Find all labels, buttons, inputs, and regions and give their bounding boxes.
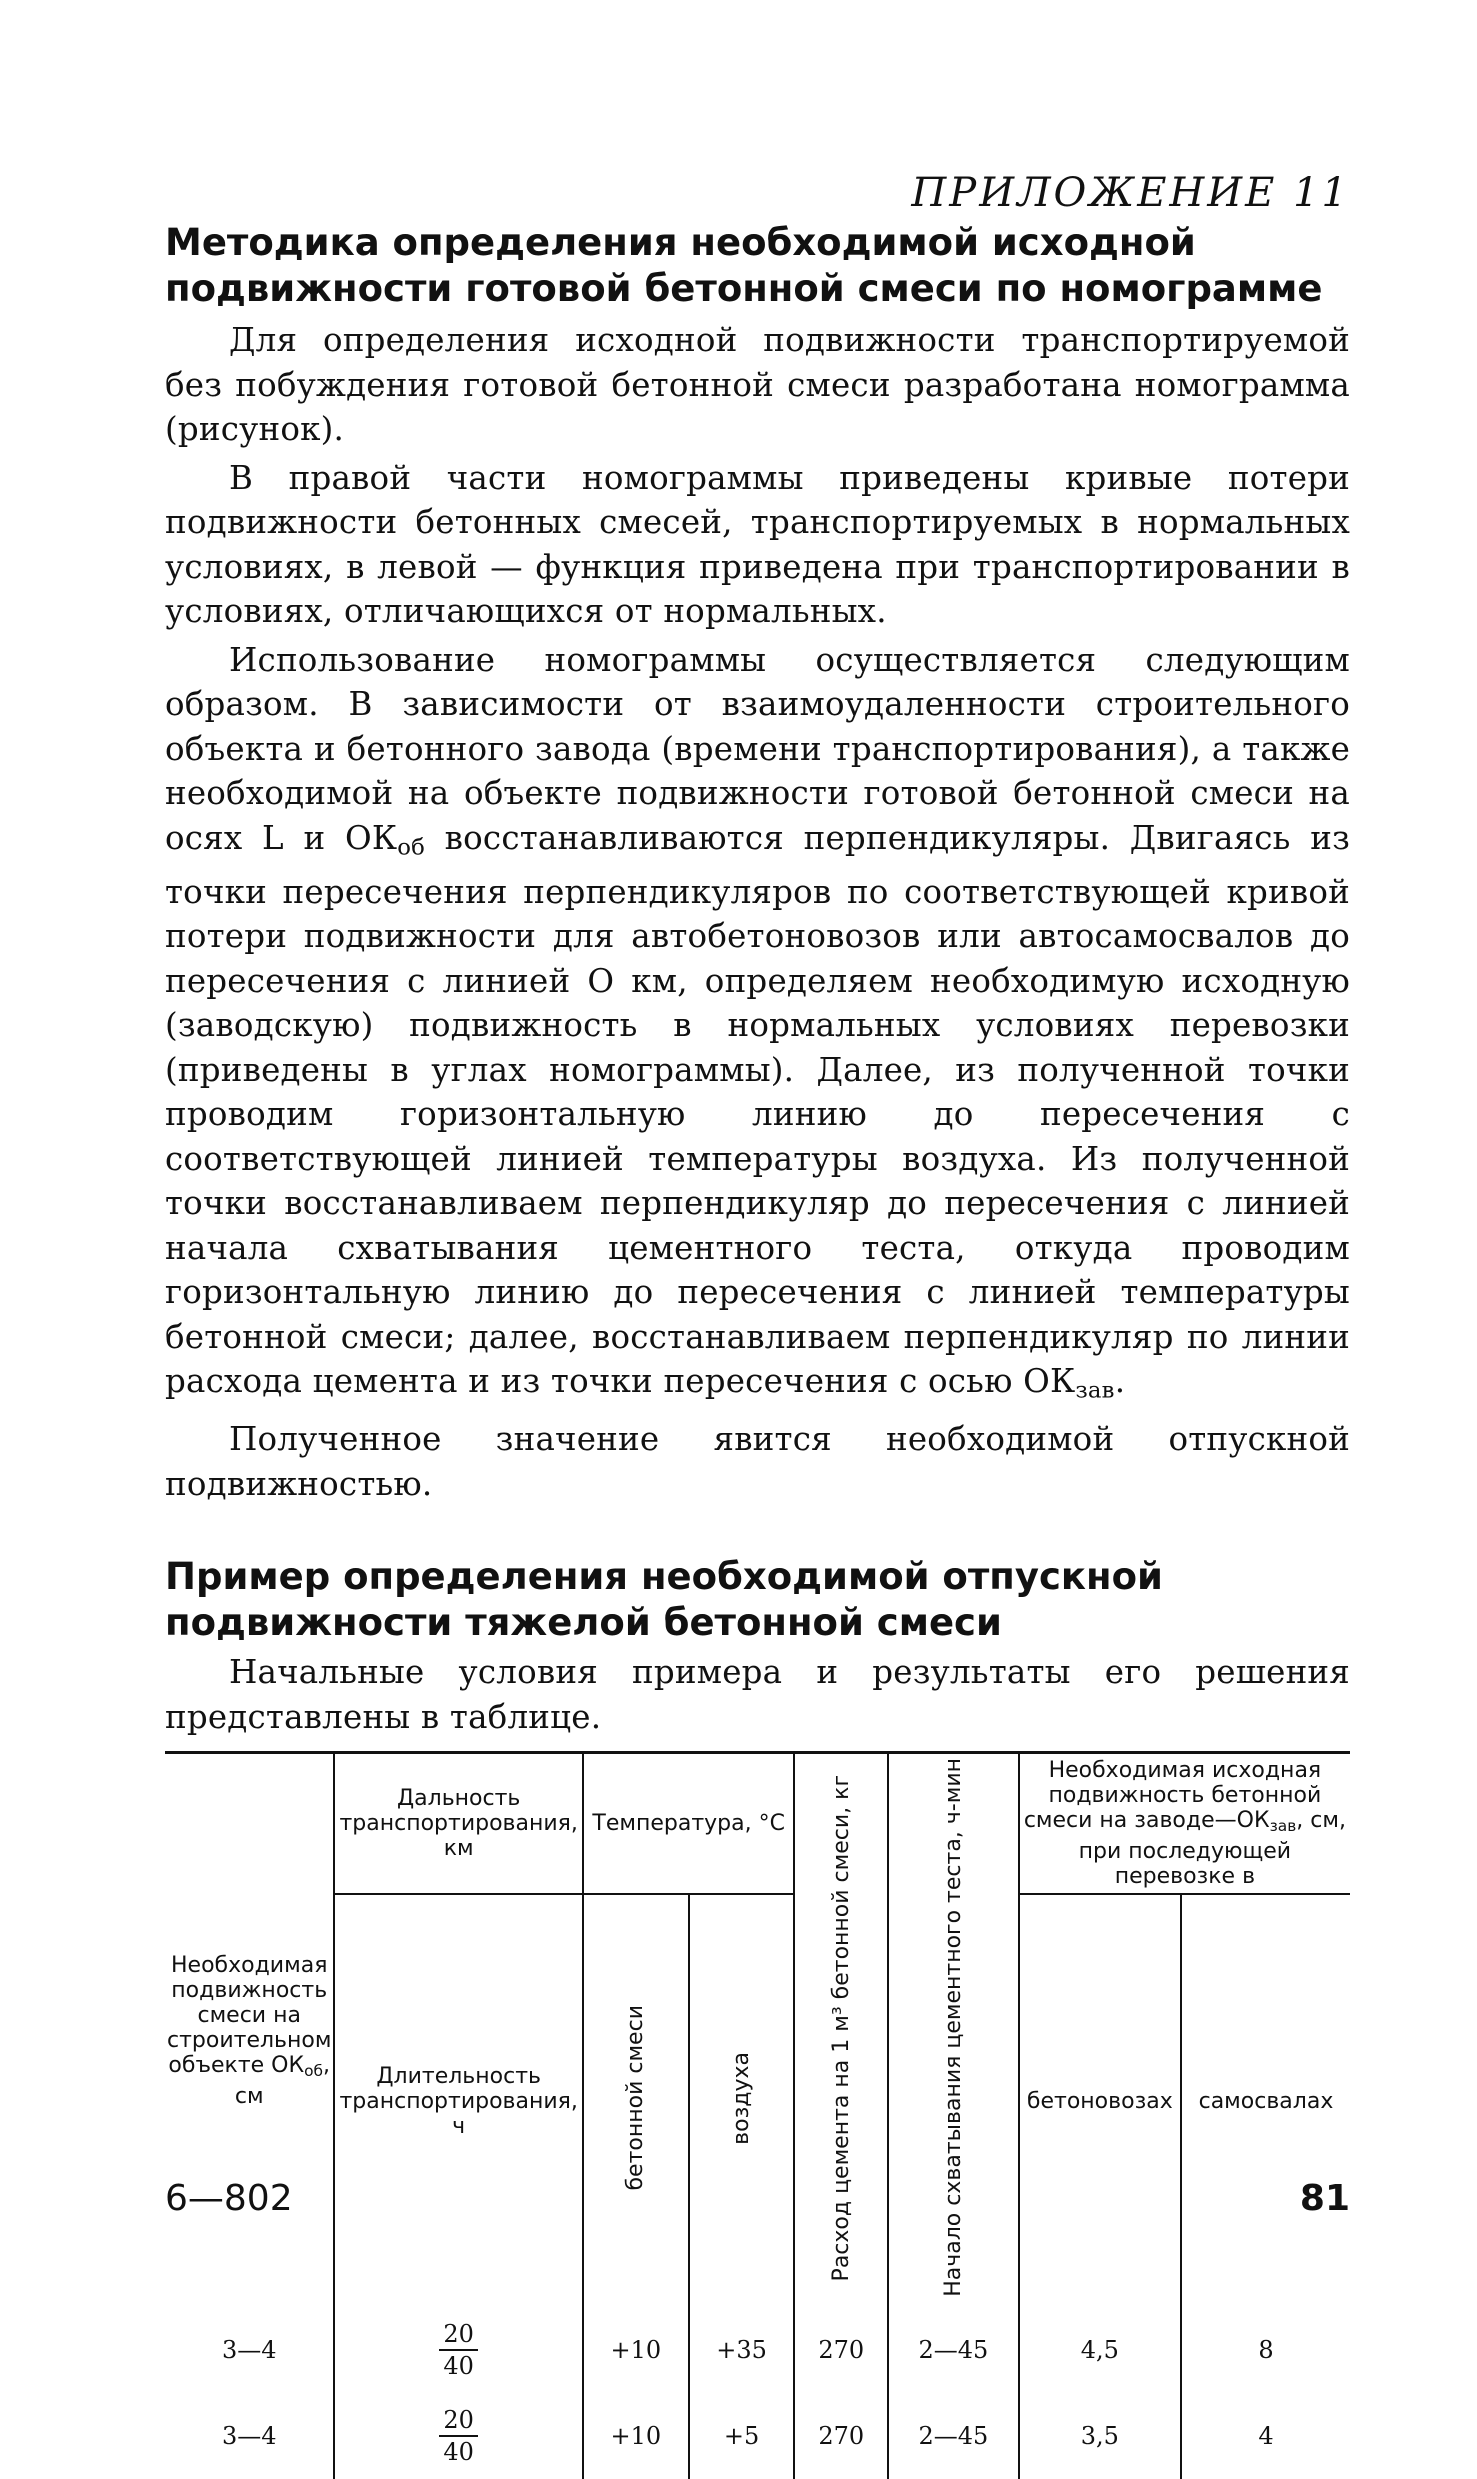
section1-title-line2: подвижности готовой бетонной смеси по номограмме <box>165 267 1323 310</box>
footer-code: 6—802 <box>165 2178 293 2219</box>
cell-temp-mix: +10 <box>583 2307 689 2393</box>
cell-temp-mix: +10 <box>583 2393 689 2479</box>
cell-dump-trucks: 8 <box>1181 2307 1350 2393</box>
cell-concrete-trucks: 3,5 <box>1019 2393 1181 2479</box>
cell-temp-air: +35 <box>689 2307 795 2393</box>
section2-intro: Начальные условия примера и результаты его решения представлены в таблице. <box>165 1653 1350 1736</box>
cell-dump-trucks: 4 <box>1181 2393 1350 2479</box>
paragraph-4: Полученное значение явится необходимой отпускной подвижностью. <box>165 1420 1350 1503</box>
paragraph-3-part-a: Использование номограммы осуществляется следующим образом. В зависимости от взаимоудаленности строительного объекта и бетонного завода (времени транспортирования), а также необходимой на объекте подвижности готовой бетонной смеси на осях L и ОК <box>165 640 1350 857</box>
paragraph-3-sub-zav: зав <box>1075 1377 1115 1404</box>
paragraph-2: В правой части номограммы приведены кривые потери подвижности бетонных смесей, транспортируемых в нормальных условиях, в левой — функция приведена при транспортировании в условиях, отличающихся от нормальных. <box>165 458 1350 630</box>
section1-title <box>165 220 1350 312</box>
header-temperature: Температура, °С <box>583 1753 795 1894</box>
table-row <box>165 2393 1350 2479</box>
paragraph-3 <box>165 638 1350 1414</box>
table-row <box>165 2307 1350 2393</box>
section2-title-line1: Пример определения необходимой отпускной <box>165 1555 1163 1599</box>
section2-title-line2: подвижности тяжелой бетонной смеси <box>165 1601 1002 1645</box>
cell-distance-time: $\frac{20}{40}$ <box>334 2307 582 2393</box>
paragraph-3-part-c: . <box>1114 1362 1126 1401</box>
header-dump-trucks: самосвалах <box>1181 1894 1350 2307</box>
header-temp-mix: бетонной смеси <box>583 1894 689 2307</box>
header-distance: Дальность транспортирования, км <box>334 1753 582 1894</box>
paragraph-1: Для определения исходной подвижности транспортируемой без побуждения готовой бетонной смеси разработана номограмма (рисунок). <box>165 321 1350 448</box>
cell-setting: 2—45 <box>888 2307 1019 2393</box>
appendix-label: ПРИЛОЖЕНИЕ 11 <box>911 170 1350 216</box>
header-cement: Расход цемента на 1 м³ бетонной смеси, кг <box>794 1753 888 2307</box>
header-duration: Длительность транспортирования, ч <box>334 1894 582 2307</box>
example-table <box>165 1751 1350 2479</box>
cell-setting: 2—45 <box>888 2393 1019 2479</box>
header-factory-mobility: Необходимая исходная подвижность бетонной смеси на $заводе—ОК_{зав}$, см, при последующей перевозке в <box>1019 1753 1350 1894</box>
header-concrete-trucks: бетоновозах <box>1019 1894 1181 2307</box>
header-temp-air: воздуха <box>689 1894 795 2307</box>
section2-title <box>165 1554 1350 1646</box>
section1-title-line1: Методика определения необходимой исходной <box>165 221 1196 264</box>
cell-ok: 3—4 <box>165 2307 334 2393</box>
header-setting: Начало схватывания цементного теста, ч-мин <box>888 1753 1019 2307</box>
cell-cement: 270 <box>794 2393 888 2479</box>
page-content <box>165 170 1350 2479</box>
page-number: 81 <box>1299 2178 1350 2219</box>
paragraph-3-sub-ob: об <box>397 834 425 861</box>
cell-temp-air: +5 <box>689 2393 795 2479</box>
cell-distance-time: $\frac{20}{40}$ <box>334 2393 582 2479</box>
paragraph-3-part-b: восстанавливаются перпендикуляры. Двигаясь из точки пересечения перпендикуляров по соответствующей кривой потери подвижности для автобетоновозов или автосамосвалов до пересечения с линией О км, определяем необходимую исходную (заводскую) подвижность в нормальных условиях перевозки (приведены в углах номограммы). Далее, из полученной точки проводим горизонтальную линию до пересечения с соответствующей линией температуры воздуха. Из полученной точки восстанавливаем перпендикуляр до пересечения с линией начала схватывания цементного теста, откуда проводим горизонтальную линию до пересечения с линией температуры бетонной смеси; далее, восстанавливаем перпендикуляр по линии расхода цемента и из точки пересечения с осью ОК <box>165 818 1350 1401</box>
cell-ok: 3—4 <box>165 2393 334 2479</box>
cell-cement: 270 <box>794 2307 888 2393</box>
header-required-mobility: Необходимая подвижность смеси на строительном объекте $ОК_{об}$, см <box>165 1753 334 2307</box>
cell-concrete-trucks: 4,5 <box>1019 2307 1181 2393</box>
